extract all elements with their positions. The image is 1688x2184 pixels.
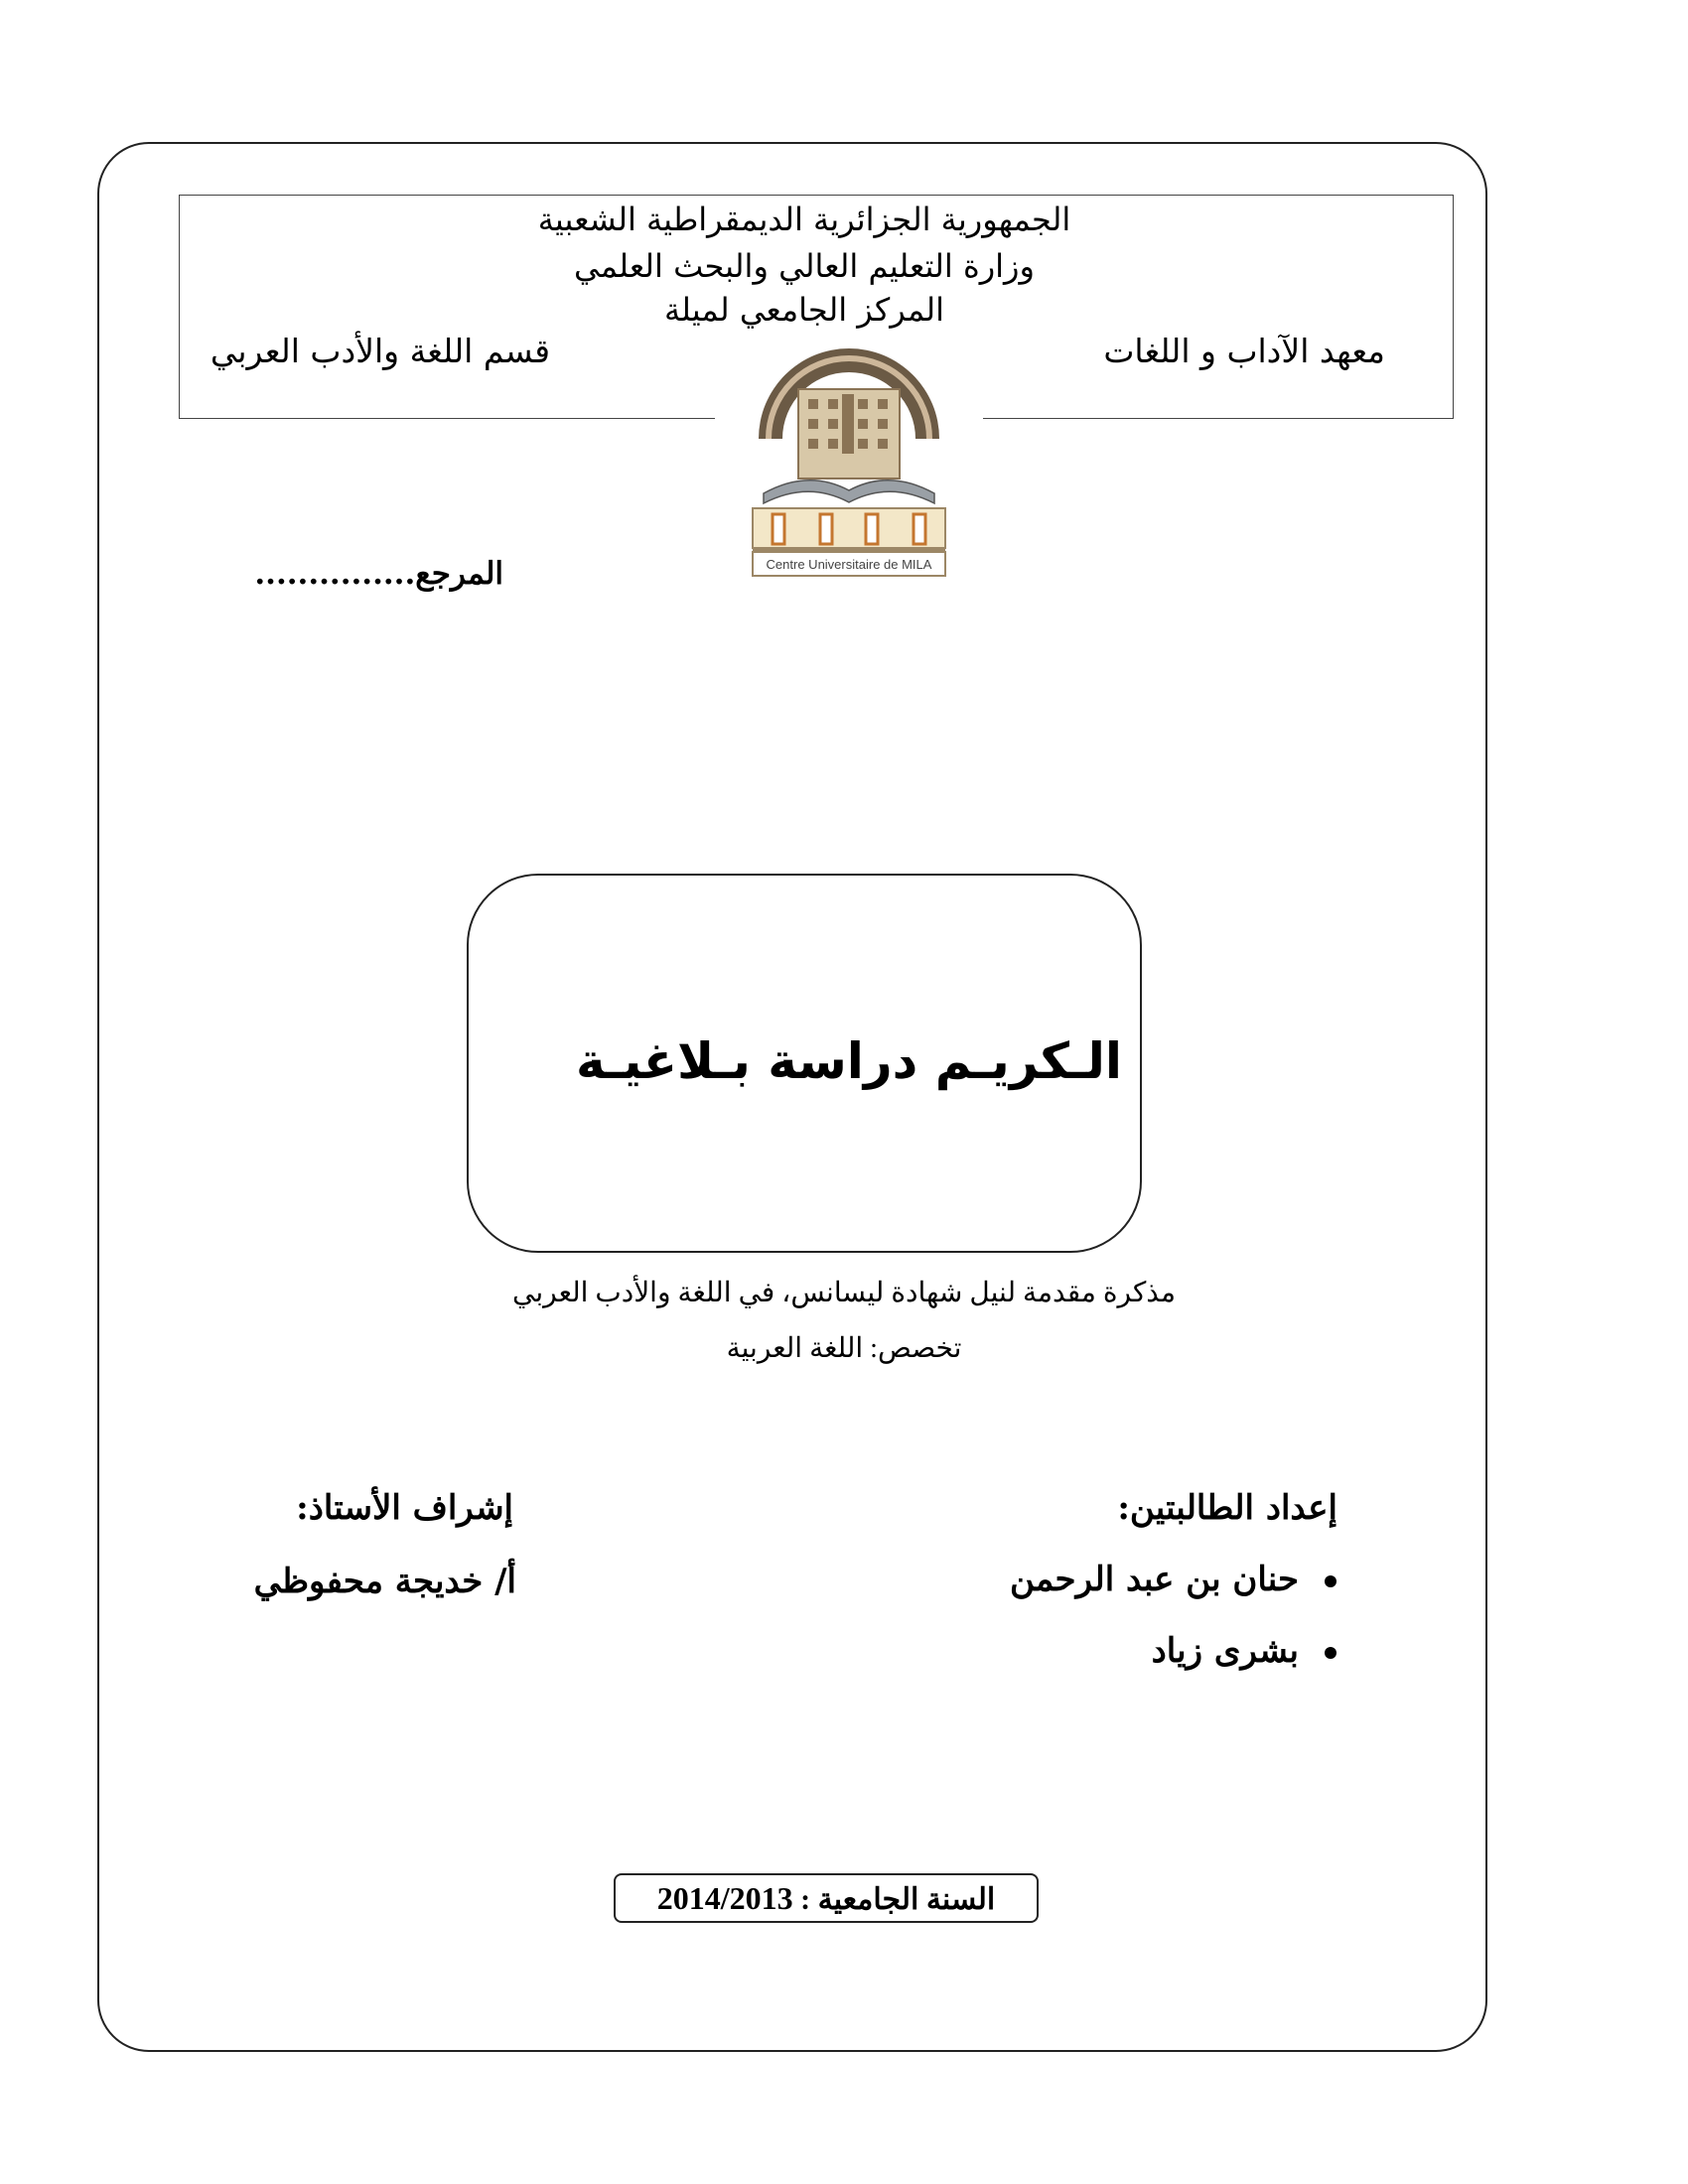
academic-year-value: 2014/2013 xyxy=(656,1880,793,1916)
subtitle-degree: مذكرة مقدمة لنيل شهادة ليسانس، في اللغة والأدب العربي xyxy=(511,1278,1177,1308)
supervisor-name: أ/ خديجة محفوظي xyxy=(253,1562,516,1601)
student-name-1 xyxy=(1010,1560,1336,1599)
thesis-title: الـكريـم دراسة بـلاغيـة xyxy=(576,1032,1122,1090)
logo-caption: Centre Universitaire de MILA xyxy=(766,557,932,572)
header-ministry: وزارة التعليم العالي والبحث العلمي xyxy=(574,247,1035,285)
bullet-icon xyxy=(1325,1575,1336,1587)
reference-label: المرجع xyxy=(415,556,503,592)
academic-year-label: السنة الجامعية : xyxy=(800,1883,996,1916)
student-name-text: حنان بن عبد الرحمن xyxy=(1010,1560,1299,1599)
reference-dots: ............... xyxy=(254,556,416,592)
header-republic: الجمهورية الجزائرية الديمقراطية الشعبية xyxy=(537,201,1071,238)
academic-year-box xyxy=(614,1873,1039,1923)
header-institute: معهد الآداب و اللغات xyxy=(1103,332,1385,370)
student-name-2 xyxy=(1152,1631,1336,1671)
reference-line xyxy=(254,556,503,592)
students-label: إعداد الطالبتين: xyxy=(1117,1488,1337,1528)
header-university: المركز الجامعي لميلة xyxy=(664,291,944,329)
bullet-icon xyxy=(1325,1647,1336,1659)
university-arch-logo-icon xyxy=(739,320,959,580)
header-department: قسم اللغة والأدب العربي xyxy=(210,332,550,370)
supervisor-label: إشراف الأستاذ: xyxy=(296,1488,513,1528)
student-name-text: بشرى زياد xyxy=(1151,1631,1299,1671)
university-logo xyxy=(739,320,959,580)
subtitle-specialty: تخصص: اللغة العربية xyxy=(726,1333,962,1364)
